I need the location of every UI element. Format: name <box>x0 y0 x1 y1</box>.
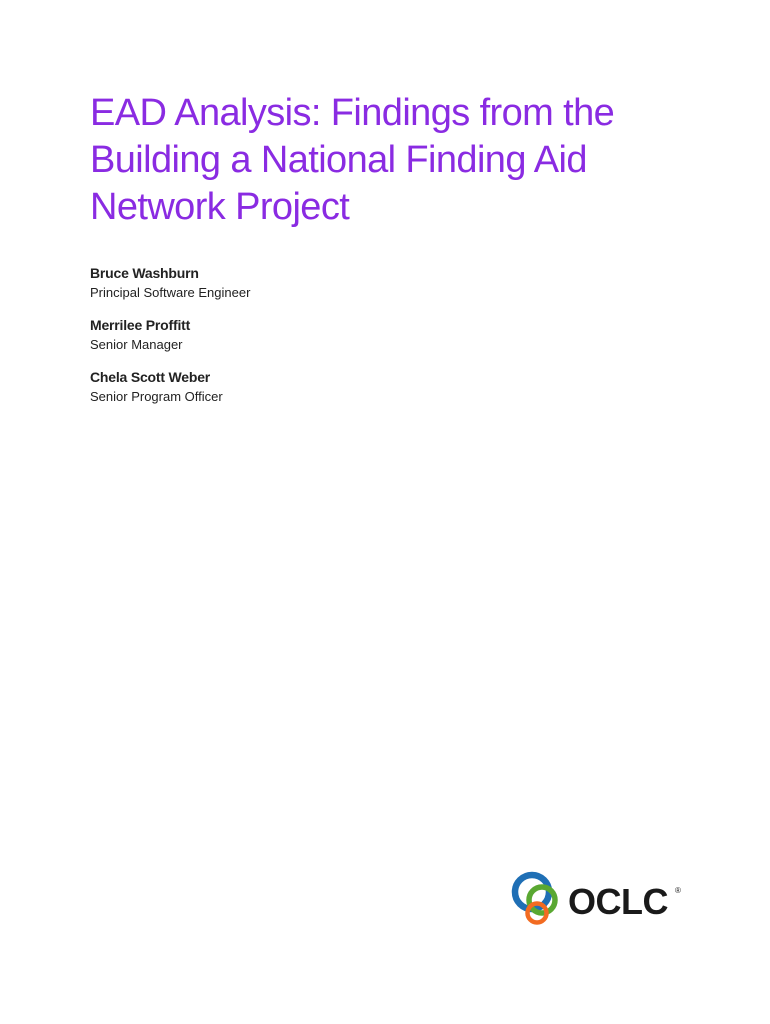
oclc-logo <box>508 868 688 934</box>
title-line: Network Project <box>90 186 350 228</box>
oclc-wordmark: OCLC <box>568 881 668 922</box>
author-name: Merrilee Proffitt <box>90 317 191 333</box>
author-role: Senior Program Officer <box>90 389 223 404</box>
author-entry <box>90 264 490 302</box>
document-title <box>90 90 710 231</box>
author-role: Principal Software Engineer <box>90 285 251 300</box>
author-entry <box>90 368 490 406</box>
registered-mark: ® <box>675 886 681 895</box>
author-entry <box>90 316 490 354</box>
title-line: Building a National Finding Aid <box>90 139 587 181</box>
author-name: Bruce Washburn <box>90 265 199 281</box>
author-role: Senior Manager <box>90 337 183 352</box>
oclc-rings-icon <box>508 868 568 934</box>
author-list <box>90 264 490 420</box>
title-line: EAD Analysis: Findings from the <box>90 92 615 134</box>
author-name: Chela Scott Weber <box>90 369 211 385</box>
